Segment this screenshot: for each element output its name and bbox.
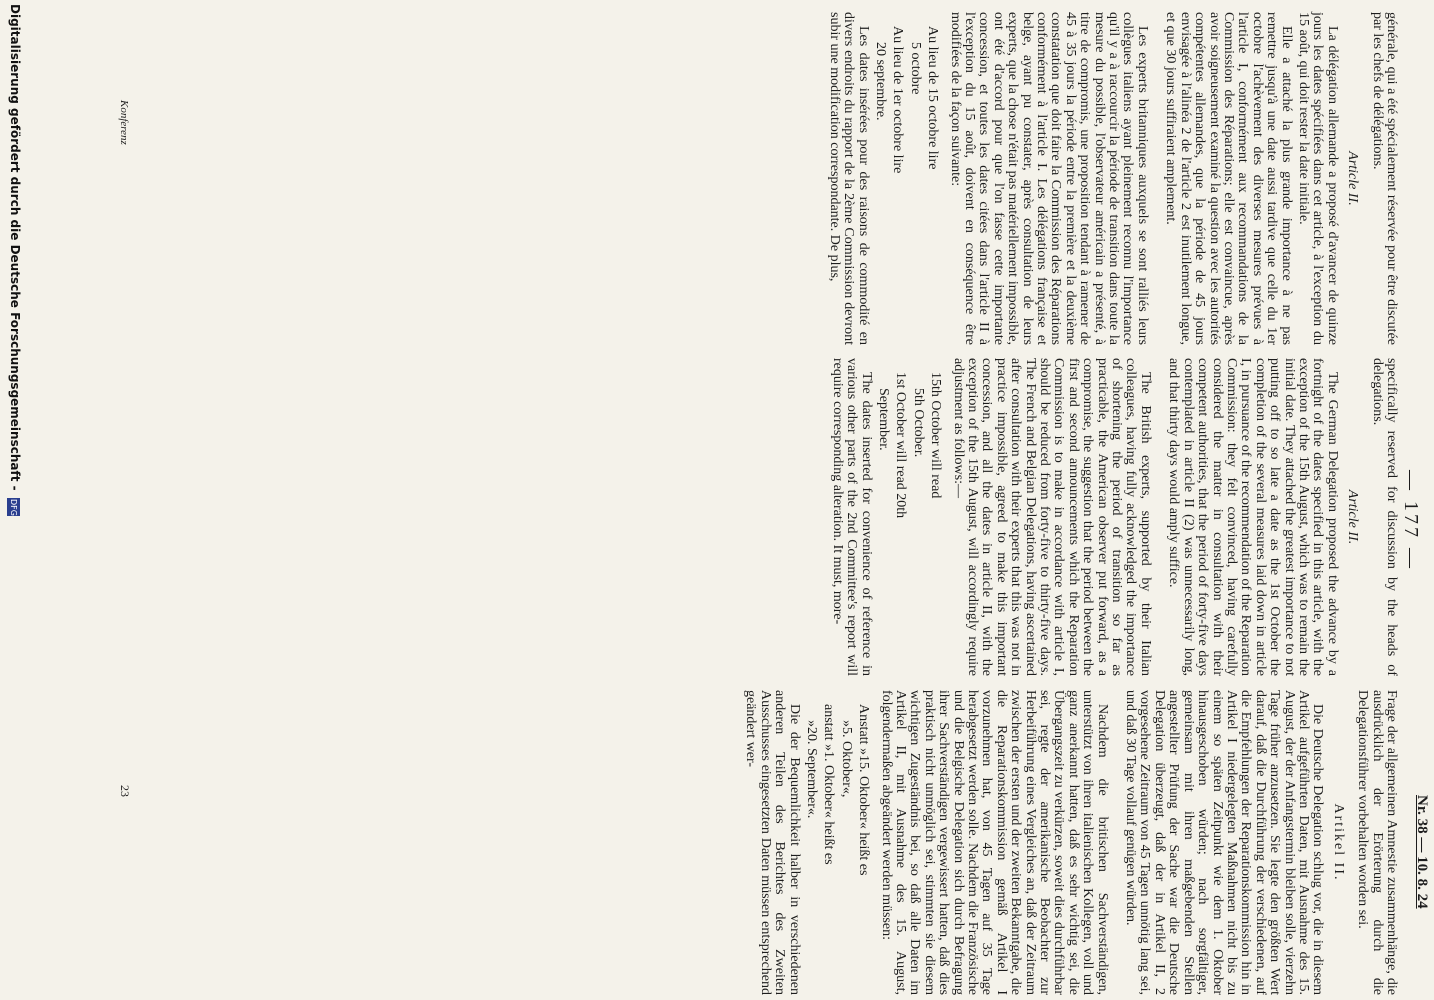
french-paragraph-2: Elle a attaché la plus grande importance à ne pas remettre jusqu'à une date aussi tardive que celle du 1er octobre l'achèvement des diverses mesures prévues à l'article I, conformément aux recommandations de la Commission des Réparations; elle est convaincue, après avoir soigneusement examiné la question avec les autorités compétentes allemandes, que la période de 45 jours envisagée à l'alinéa 2 de l'article 2 est inutilement longue, et que 30 jours suffiraient amplement. — [1163, 12, 1294, 345]
german-intro: Frage der allgemeinen Amnestie zusammenhänge, die ausdrücklich der Erörterung durch die Delegationsführer vorbehalten worden sei. — [1355, 690, 1399, 995]
german-heading: Artikel II. — [1330, 803, 1346, 882]
english-change-2-value: September. — [876, 388, 891, 451]
digitization-note — [7, 4, 22, 516]
english-column — [826, 358, 1398, 676]
english-change-1: 15th October will read — [928, 372, 944, 499]
german-paragraph-1: Die Deutsche Delegation schlug vor, die in diesem Artikel aufgeführten Daten, mit Ausnahme des 15. August, der der Anfangstermin bleiben solle, vierzehn Tage früher anzusetzen. Sie legte den größten Wert darauf, daß die Durchführung der verschiedenen, auf die Empfehlungen der Reparationskommission hin in Artikel I niedergelegten Maßnahmen nicht bis zu einem so späten Zeitpunkt wie dem 1. Oktober hinausgeschoben würden; nach sorgfältiger, gemeinsam mit ihren maßgebenden Stellen angestellter Prüfung der Sache war die Deutsche Delegation überzeugt, daß der in Artikel II, 2 vorgesehene Zeitraum von 45 Tagen unnötig lang sei, und daß 30 Tage vollauf genügen würden. — [1123, 690, 1326, 995]
issue-header: Nr. 38 — 10. 8. 24 — [1414, 795, 1430, 909]
english-paragraph-2: The British experts, supported by their Italian colleagues, having fully acknowledged the importance of shortening the period of transition so far as practicable, the American observer put forward, as a compromise, the suggestion that the period between the first and second announcements which the Reparation Commission is to make in accordance with article I, should be reduced from forty-five to thirty-five days. The French and Belgian Delegations, having ascertained after consultation with their experts that this was not in practice impossible, agreed to make this important concession, and all the dates in article II, with the exception of the 15th August, will accordingly require adjustment as follows:— — [950, 358, 1153, 676]
german-change-1-value: »5. Oktober«, — [838, 720, 854, 798]
french-change-1-value: 5 octobre — [907, 42, 923, 95]
sheet-number: 23 — [118, 785, 132, 797]
german-paragraph-2: Nachdem die britischen Sachverständigen, unterstützt von ihren italienischen Kollegen, voll und ganz anerkannt hatten, daß es sehr wichtig sei, die Übergangszeit zu verkürzen, soweit dies durchführbar sei, regte der amerikanische Beobachter zur Herbeiführung eines Vergleiches an, daß der Zeitraum zwischen der ersten und der zweiten Bekanntgabe, die die Reparationskommission gemäß Artikel I vorzunehmen hat, von 45 Tagen auf 35 Tage herabgesetzt werden solle. Nachdem die Französische und die Belgische Delegation sich durch Befragung ihrer Sachverständigen vergewissert hatten, daß dies praktisch nicht unmöglich sei, stimmten sie diesem wichtigen Zugeständnis bei, so daß alle Daten im Artikel II, mit Ausnahme des 15. August, folgendermaßen abgeändert werden müssen: — [878, 690, 1110, 995]
german-column — [740, 690, 1398, 995]
french-intro: générale, qui a été spécialement réservée pour être discutée par les chefs de délégations. — [1369, 12, 1399, 345]
french-column — [823, 12, 1398, 345]
english-change-2: 1st October will read 20th — [893, 372, 909, 519]
dfg-logo-icon: DFG — [9, 498, 18, 516]
french-change-2-value: 20 septembre. — [873, 42, 888, 121]
german-change-1: Anstatt »15. Oktober« heißt es — [856, 704, 872, 876]
french-paragraph-3: Les experts britanniques auxquels se sont ralliés leurs collègues italiens ayant pleinement reconnu l'importance qu'il y a à raccourcir la période de transition dans toute la mesure du possible, l'observateur américain a présenté, à titre de compromis, une proposition tendant à ramener de 45 à 35 jours la période entre la première et la deuxième constatation que doit faire la Commission des Réparations conformément à l'article I. Les délégations française et belge, ayant pu constater, après consultation de leurs experts, que la chose n'était pas matériellement impossible, ont été d'accord pour que l'on fasse cette importante concession, et toutes les dates citées dans l'article II à l'exception du 15 août, doivent en conséquence être modifiées de la façon suivante: — [947, 12, 1150, 345]
english-heading: Article II. — [1345, 489, 1361, 545]
german-paragraph-3: Die der Bequemlichkeit halber in verschiedenen anderen Teilen des Berichtes des Zweiten Ausschusses eingesetzten Daten müssen entsprechend geändert wer- — [743, 690, 802, 995]
german-change-2-value: »20. September«. — [803, 720, 819, 819]
french-paragraph-1: La délégation allemande a proposé d'avancer de quinze jours les dates spécifiées dans cet article, à l'exception du 15 août, qui doit rester la date initiale. — [1295, 12, 1340, 345]
digitization-note-text: Digitalisierung gefördert durch die Deutsche Forschungsgemeinschaft - — [8, 4, 22, 491]
french-paragraph-4: Les dates insérées pour des raisons de commodité en divers endroits du rapport de la 2ème Commission devront subir une modification correspondante. De plus, — [826, 12, 871, 345]
english-paragraph-1: The German Delegation proposed the advance by a fortnight of the dates specified in this article, with the exception of the 15th August, which was to remain the initial date. They attached the greatest importance to not putting off to so late a date as the 1st October the completion of the several measures laid down in article I, in pursuance of the recommendation of the Reparation Commission: they felt convinced, having carefully considered the matter in consultation with their competent authorities, that the period of forty-five days contemplated in article II (2) was unnecessarily long, and that thirty days would amply suffice. — [1166, 358, 1340, 676]
english-intro: specifically reserved for discussion by the heads of delegations. — [1369, 358, 1399, 676]
english-change-1-value: 5th October. — [910, 388, 926, 458]
french-change-1: Au lieu de 15 octobre lire — [925, 26, 941, 170]
french-change-2: Au lieu de 1er octobre lire — [890, 26, 906, 174]
page-number: — 177 — — [1400, 470, 1422, 571]
conference-caption: Konferenz — [118, 100, 130, 145]
german-change-2: anstatt »1. Oktober« heißt es — [821, 704, 837, 865]
english-paragraph-3: The dates inserted for convenience of reference in various other parts of the 2nd Committee's report will require corresponding alteration. It must, more- — [829, 358, 874, 676]
french-heading: Article II. — [1345, 151, 1361, 206]
